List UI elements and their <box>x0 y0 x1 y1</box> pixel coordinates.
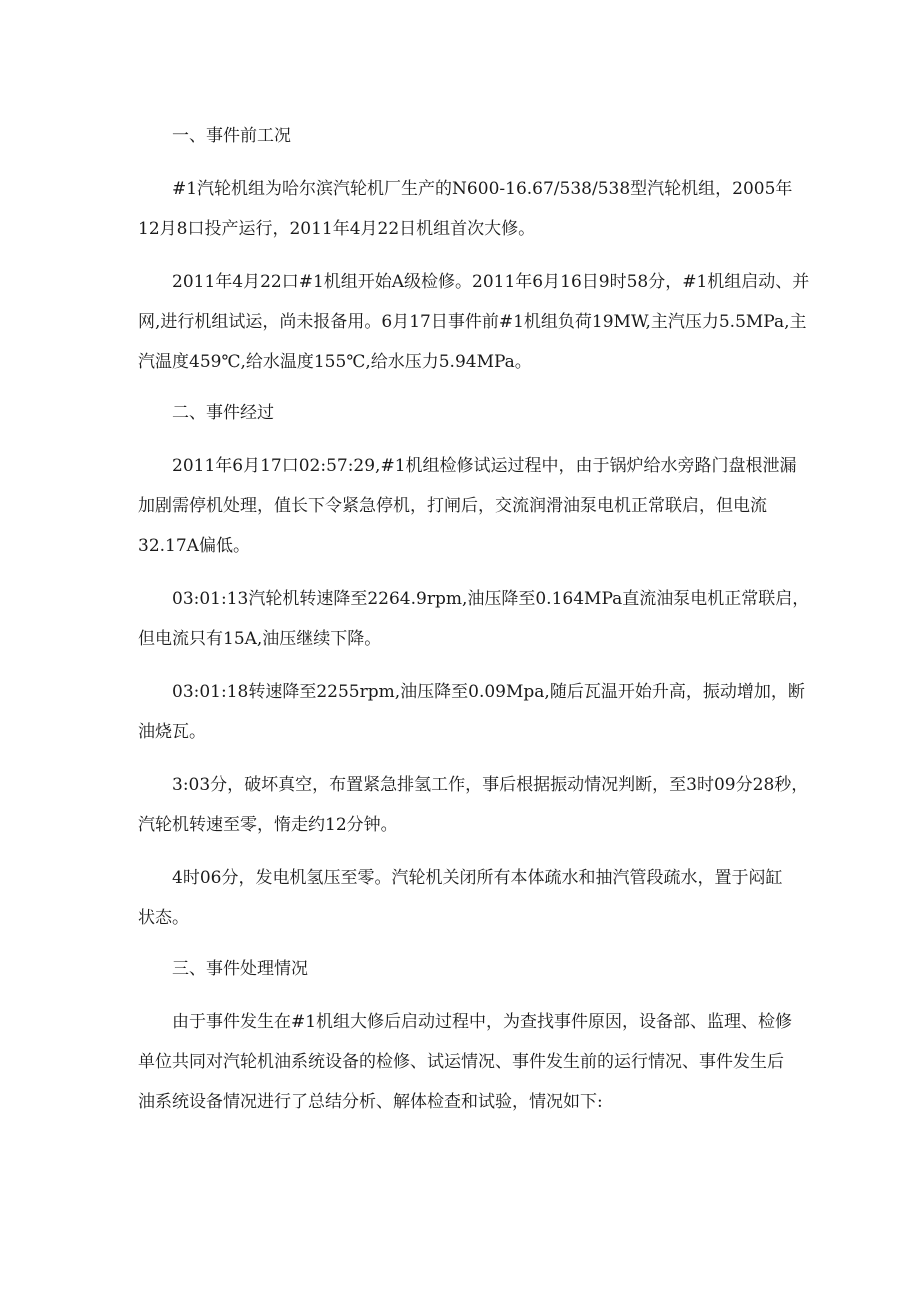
text-line: 2011年4月22口#1机组开始A级检修。2011年6月16日9时58分，#1机组启动、并 <box>172 272 810 292</box>
text-line: 加剧需停机处理，值长下令紧急停机，打闸后，交流润滑油泵电机正常联启，但电流 <box>138 496 767 516</box>
paragraph-emergency-shutdown <box>138 446 797 566</box>
section-heading-event-process: 二、事件经过 <box>172 403 274 423</box>
text-line: 32.17A偏低。 <box>138 536 250 556</box>
text-line: 油系统设备情况进行了总结分析、解体检查和试验，情况如下: <box>138 1092 603 1112</box>
text-line: 汽温度459℃,给水温度155℃,给水压力5.94MPa。 <box>138 352 532 372</box>
document-page <box>138 118 810 1135</box>
text-line: 汽轮机转速至零，惰走约12分钟。 <box>138 815 398 835</box>
text-line: 12月8口投产运行，2011年4月22日机组首次大修。 <box>138 219 536 239</box>
text-line: 4时06分，发电机氢压至零。汽轮机关闭所有本体疏水和抽汽管段疏水，置于闷缸 <box>172 868 783 888</box>
text-line: 但电流只有15A,油压继续下降。 <box>138 629 382 649</box>
text-line: #1汽轮机组为哈尔滨汽轮机厂生产的N600-16.67/538/538型汽轮机组，2005年 <box>172 179 793 199</box>
text-line: 单位共同对汽轮机油系统设备的检修、试运情况、事件发生前的运行情况、事件发生后 <box>138 1052 784 1072</box>
text-line: 03:01:18转速降至2255rpm,油压降至0.09Mpa,随后瓦温开始升高，振动增加，断 <box>172 682 805 702</box>
paragraph-startup-status <box>138 262 810 382</box>
paragraph-hydrogen-release <box>138 858 788 938</box>
paragraph-unit-description <box>138 169 793 249</box>
section-heading-event-handling: 三、事件处理情况 <box>172 959 308 979</box>
text-line: 油烧瓦。 <box>138 722 206 742</box>
paragraph-vacuum-break <box>138 765 809 845</box>
paragraph-investigation <box>138 1002 793 1122</box>
text-line: 03:01:13汽轮机转速降至2264.9rpm,油压降至0.164MPa直流油泵电机正常联启， <box>172 589 810 609</box>
section-heading-pre-event-conditions: 一、事件前工况 <box>172 126 291 146</box>
text-line: 网,进行机组试运，尚未报备用。6月17日事件前#1机组负荷19MW,主汽压力5.5MPa,主 <box>138 312 807 332</box>
paragraph-bearing-damage <box>138 672 805 752</box>
text-line: 状态。 <box>138 908 189 928</box>
paragraph-dc-oil-pump <box>138 579 810 659</box>
text-line: 由于事件发生在#1机组大修后启动过程中，为查找事件原因，设备部、监理、检修 <box>172 1012 793 1032</box>
text-line: 3:03分，破坏真空，布置紧急排氢工作，事后根据振动情况判断，至3时09分28秒， <box>172 775 809 795</box>
text-line: 2011年6月17口02:57:29,#1机组检修试运过程中，由于锅炉给水旁路门盘根泄漏 <box>172 456 797 476</box>
